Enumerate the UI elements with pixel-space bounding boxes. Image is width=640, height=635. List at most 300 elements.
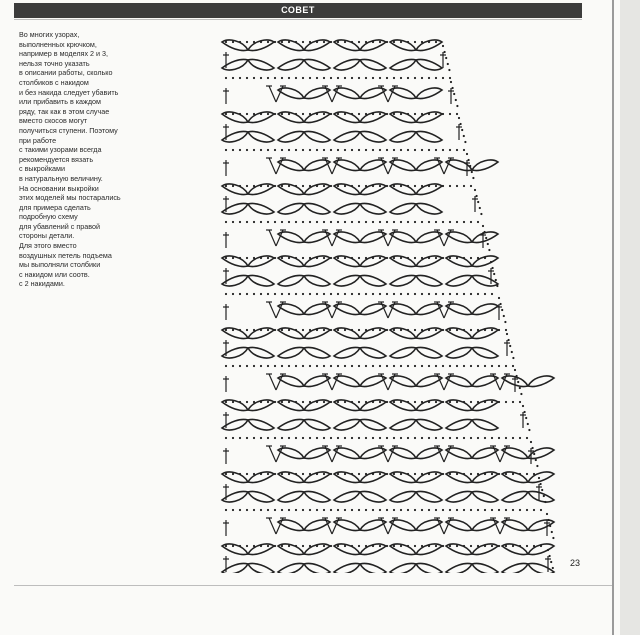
chain-dot [253,329,255,331]
chain-dot [400,365,402,367]
edge-stitch [448,88,454,104]
chain-dot [379,293,381,295]
chain-dot [295,509,297,511]
tip-line: получиться ступени. Поэтому [19,125,118,135]
edge-stitch [472,196,478,212]
motif-petals [278,563,330,573]
chain-dot [456,473,458,475]
edge-stitch [223,232,229,248]
chain-dot [372,365,374,367]
chain-dot [267,365,269,367]
chain-dot [309,473,311,475]
chain-dot [428,437,430,439]
chain-dot [526,509,528,511]
motif-petals [334,131,386,141]
chain-dot [543,495,545,497]
chain-dot [442,437,444,439]
chain-dot [274,329,276,331]
chain-dot [407,185,409,187]
chain-dot [428,185,430,187]
chain-dot [225,437,227,439]
chain-dot [253,437,255,439]
chain-dot [351,473,353,475]
chain-dot [309,257,311,259]
motif-petals [222,419,274,429]
edge-stitch [223,304,229,320]
chain-dot [344,437,346,439]
chain-dot [449,545,451,547]
chain-dot [456,365,458,367]
chain-dot [505,545,507,547]
chain-dot [239,77,241,79]
chain-dot [302,329,304,331]
chain-dot [549,555,551,557]
chain-dot [323,473,325,475]
chain-dot [302,41,304,43]
chain-dot [463,149,465,151]
chain-dot [477,293,479,295]
chain-dot [393,293,395,295]
chain-dot [505,329,507,331]
chain-dot [295,545,297,547]
chain-dot [445,57,447,59]
chain-dot [428,257,430,259]
chain-dot [351,221,353,223]
motif-petals [222,491,274,501]
chain-dot [455,99,457,101]
chain-dot [477,437,479,439]
chain-dot [302,545,304,547]
chain-dot [470,473,472,475]
chain-dot [456,509,458,511]
motif-petals [390,491,442,501]
chain-dot [491,509,493,511]
chain-dot [225,77,227,79]
motif-petals [390,131,442,141]
chain-dot [239,401,241,403]
chain-dot [323,257,325,259]
chain-dot [225,221,227,223]
chain-dot [372,437,374,439]
chain-dot [267,473,269,475]
chain-dot [540,509,542,511]
chain-dot [491,401,493,403]
chain-dot [512,365,514,367]
chain-dot [550,561,552,563]
chain-dot [232,473,234,475]
chain-dot [281,329,283,331]
motif-petals [334,448,386,458]
chain-dot [225,545,227,547]
chain-dot [477,545,479,547]
chain-dot [517,381,519,383]
chain-dot [421,545,423,547]
chain-dot [351,293,353,295]
chain-dot [400,545,402,547]
chain-dot [491,437,493,439]
motif-petals [502,520,554,530]
chain-dot [463,293,465,295]
chain-dot [302,473,304,475]
edge-stitch [223,484,229,500]
chain-dot [464,141,466,143]
chain-dot [407,41,409,43]
chain-dot [386,545,388,547]
chain-dot [337,365,339,367]
chain-dot [442,257,444,259]
edge-stitch [504,340,510,356]
chain-dot [246,509,248,511]
edge-stitch [440,52,446,68]
chain-dot [344,77,346,79]
chain-dot [316,365,318,367]
chain-dot [232,437,234,439]
chain-dot [538,477,540,479]
tip-line: в описании работы, сколько [19,68,113,78]
chain-dot [295,185,297,187]
chain-dot [400,437,402,439]
chain-dot [520,393,522,395]
chain-dot [470,509,472,511]
chain-dot [379,257,381,259]
chain-dot [393,365,395,367]
chain-dot [463,473,465,475]
chain-dot [316,437,318,439]
chain-dot [463,509,465,511]
chain-dot [302,365,304,367]
chain-dot [323,509,325,511]
chain-dot [407,545,409,547]
chain-dot [519,387,521,389]
motif-petals [446,491,498,501]
chain-dot [463,135,465,137]
motif-petals [446,160,498,170]
chain-dot [421,77,423,79]
chain-dot [260,473,262,475]
chain-dot [337,545,339,547]
chain-dot [295,473,297,475]
chain-dot [302,437,304,439]
motif-petals [446,304,498,314]
motif-petals [390,59,442,69]
chain-dot [372,221,374,223]
chain-dot [246,293,248,295]
chain-dot [477,201,479,203]
chain-dot [295,401,297,403]
chain-dot [365,41,367,43]
chain-dot [239,257,241,259]
motif-petals [222,131,274,141]
chain-dot [498,509,500,511]
chain-dot [309,437,311,439]
chain-dot [351,509,353,511]
chain-dot [281,437,283,439]
chain-dot [421,509,423,511]
chain-dot [498,329,500,331]
chain-dot [309,401,311,403]
chain-dot [407,77,409,79]
chain-dot [442,365,444,367]
chain-dot [288,401,290,403]
edge-stitch [223,268,229,284]
chain-dot [309,41,311,43]
tip-text [19,30,149,289]
chain-dot [544,501,546,503]
chain-dot [442,77,444,79]
chain-dot [470,545,472,547]
motif-petals [334,520,386,530]
chain-dot [449,473,451,475]
chain-dot [386,401,388,403]
chain-dot [330,365,332,367]
chain-dot [500,303,502,305]
chain-dot [309,329,311,331]
chain-dot [372,185,374,187]
motif-petals [222,563,274,573]
chain-dot [330,437,332,439]
chain-dot [533,453,535,455]
chain-dot [414,41,416,43]
chain-dot [435,437,437,439]
motif-petals [446,448,498,458]
chain-dot [344,401,346,403]
chain-dot [358,293,360,295]
chain-dot [309,149,311,151]
chain-dot [491,473,493,475]
chain-dot [442,45,444,47]
chain-dot [463,401,465,403]
tip-line: с накидом или соотв. [19,269,90,279]
chain-dot [533,545,535,547]
chain-dot [435,113,437,115]
motif-petals [502,376,554,386]
chain-dot [316,185,318,187]
chain-dot [330,77,332,79]
chain-dot [267,113,269,115]
tip-line: при работе [19,135,57,145]
chain-dot [503,315,505,317]
chain-dot [546,513,548,515]
chain-dot [527,423,529,425]
chain-dot [442,149,444,151]
chain-dot [344,149,346,151]
chain-dot [316,113,318,115]
chain-dot [260,329,262,331]
motif-petals [390,275,442,285]
chain-dot [351,257,353,259]
chain-dot [337,185,339,187]
chain-dot [253,113,255,115]
chain-dot [274,41,276,43]
next-page-edge [620,0,640,635]
chain-dot [365,149,367,151]
chain-dot [386,257,388,259]
chain-dot [470,437,472,439]
chain-dot [358,221,360,223]
chain-dot [351,113,353,115]
chain-dot [505,365,507,367]
chain-dot [472,177,474,179]
chain-dot [232,329,234,331]
chain-dot [456,105,458,107]
chain-dot [393,77,395,79]
chain-dot [477,473,479,475]
chain-dot [535,459,537,461]
chain-dot [232,401,234,403]
chain-dot [484,231,486,233]
chain-dot [309,545,311,547]
chain-dot [484,401,486,403]
chain-dot [246,401,248,403]
chain-dot [435,149,437,151]
chain-dot [428,149,430,151]
chain-dot [239,41,241,43]
chain-dot [421,293,423,295]
chain-dot [414,77,416,79]
chain-dot [386,329,388,331]
chain-dot [407,221,409,223]
chain-dot [519,545,521,547]
chain-dot [267,329,269,331]
chain-dot [393,185,395,187]
motif-petals [278,203,330,213]
chain-dot [450,81,452,83]
chain-dot [428,329,430,331]
chain-dot [337,113,339,115]
chain-dot [448,69,450,71]
chain-dot [316,329,318,331]
chain-dot [524,411,526,413]
chain-dot [232,221,234,223]
chain-dot [484,329,486,331]
chain-dot [530,441,532,443]
chain-dot [358,401,360,403]
motif-petals [446,419,498,429]
chain-dot [519,473,521,475]
chain-dot [358,41,360,43]
chain-dot [393,437,395,439]
chain-dot [522,405,524,407]
chain-dot [519,509,521,511]
chain-dot [477,365,479,367]
chain-dot [551,531,553,533]
chain-dot [316,257,318,259]
chain-dot [414,257,416,259]
chain-dot [421,41,423,43]
chain-dot [351,329,353,331]
chain-dot [253,149,255,151]
chain-dot [468,159,470,161]
chain-dot [337,149,339,151]
chain-dot [267,77,269,79]
tip-line: с 2 накидами. [19,279,65,289]
chain-dot [525,417,527,419]
chain-dot [225,113,227,115]
chain-dot [442,473,444,475]
chain-dot [491,545,493,547]
chain-dot [246,149,248,151]
chain-dot [512,401,514,403]
chain-dot [274,401,276,403]
chain-dot [379,185,381,187]
chain-dot [435,77,437,79]
motif-petals [390,520,442,530]
edge-stitch [223,556,229,572]
chain-dot [447,63,449,65]
chain-dot [470,401,472,403]
chain-dot [393,113,395,115]
chain-dot [533,473,535,475]
chain-dot [379,41,381,43]
chain-dot [337,77,339,79]
chain-dot [372,257,374,259]
chain-dot [482,225,484,227]
chain-dot [358,545,360,547]
chain-dot [421,437,423,439]
chain-dot [400,401,402,403]
chain-dot [351,545,353,547]
chain-dot [496,285,498,287]
chain-dot [344,329,346,331]
chain-dot [379,329,381,331]
chain-dot [449,401,451,403]
edge-stitch [223,376,229,392]
chain-dot [470,185,472,187]
tip-line: воздушных петель подъема [19,250,112,260]
chain-dot [232,149,234,151]
chain-dot [491,293,493,295]
chain-dot [281,185,283,187]
motif-petals [278,448,330,458]
motif-petals [222,59,274,69]
chain-dot [444,51,446,53]
chain-dot [267,257,269,259]
chain-dot [253,473,255,475]
chain-dot [484,473,486,475]
chain-dot [232,41,234,43]
chain-dot [449,149,451,151]
chain-dot [365,473,367,475]
chain-dot [288,509,290,511]
chain-dot [225,509,227,511]
tip-line: ряду, так как в этом случае [19,106,110,116]
chain-dot [295,149,297,151]
chain-dot [288,41,290,43]
chain-dot [428,473,430,475]
chain-dot [316,473,318,475]
chain-dot [476,195,478,197]
chain-dot [344,41,346,43]
chain-dot [358,77,360,79]
motif-petals [278,131,330,141]
edge-stitch [223,520,229,536]
chain-dot [393,41,395,43]
chain-dot [400,185,402,187]
chain-dot [246,473,248,475]
tip-line: На основании выкройки [19,183,99,193]
chain-dot [487,243,489,245]
chain-dot [514,369,516,371]
chain-dot [463,545,465,547]
tip-line: стороны детали. [19,231,75,241]
chain-dot [253,365,255,367]
chain-dot [225,329,227,331]
chain-dot [379,113,381,115]
chain-dot [379,365,381,367]
chain-dot [372,149,374,151]
chain-dot [536,465,538,467]
chain-dot [323,329,325,331]
